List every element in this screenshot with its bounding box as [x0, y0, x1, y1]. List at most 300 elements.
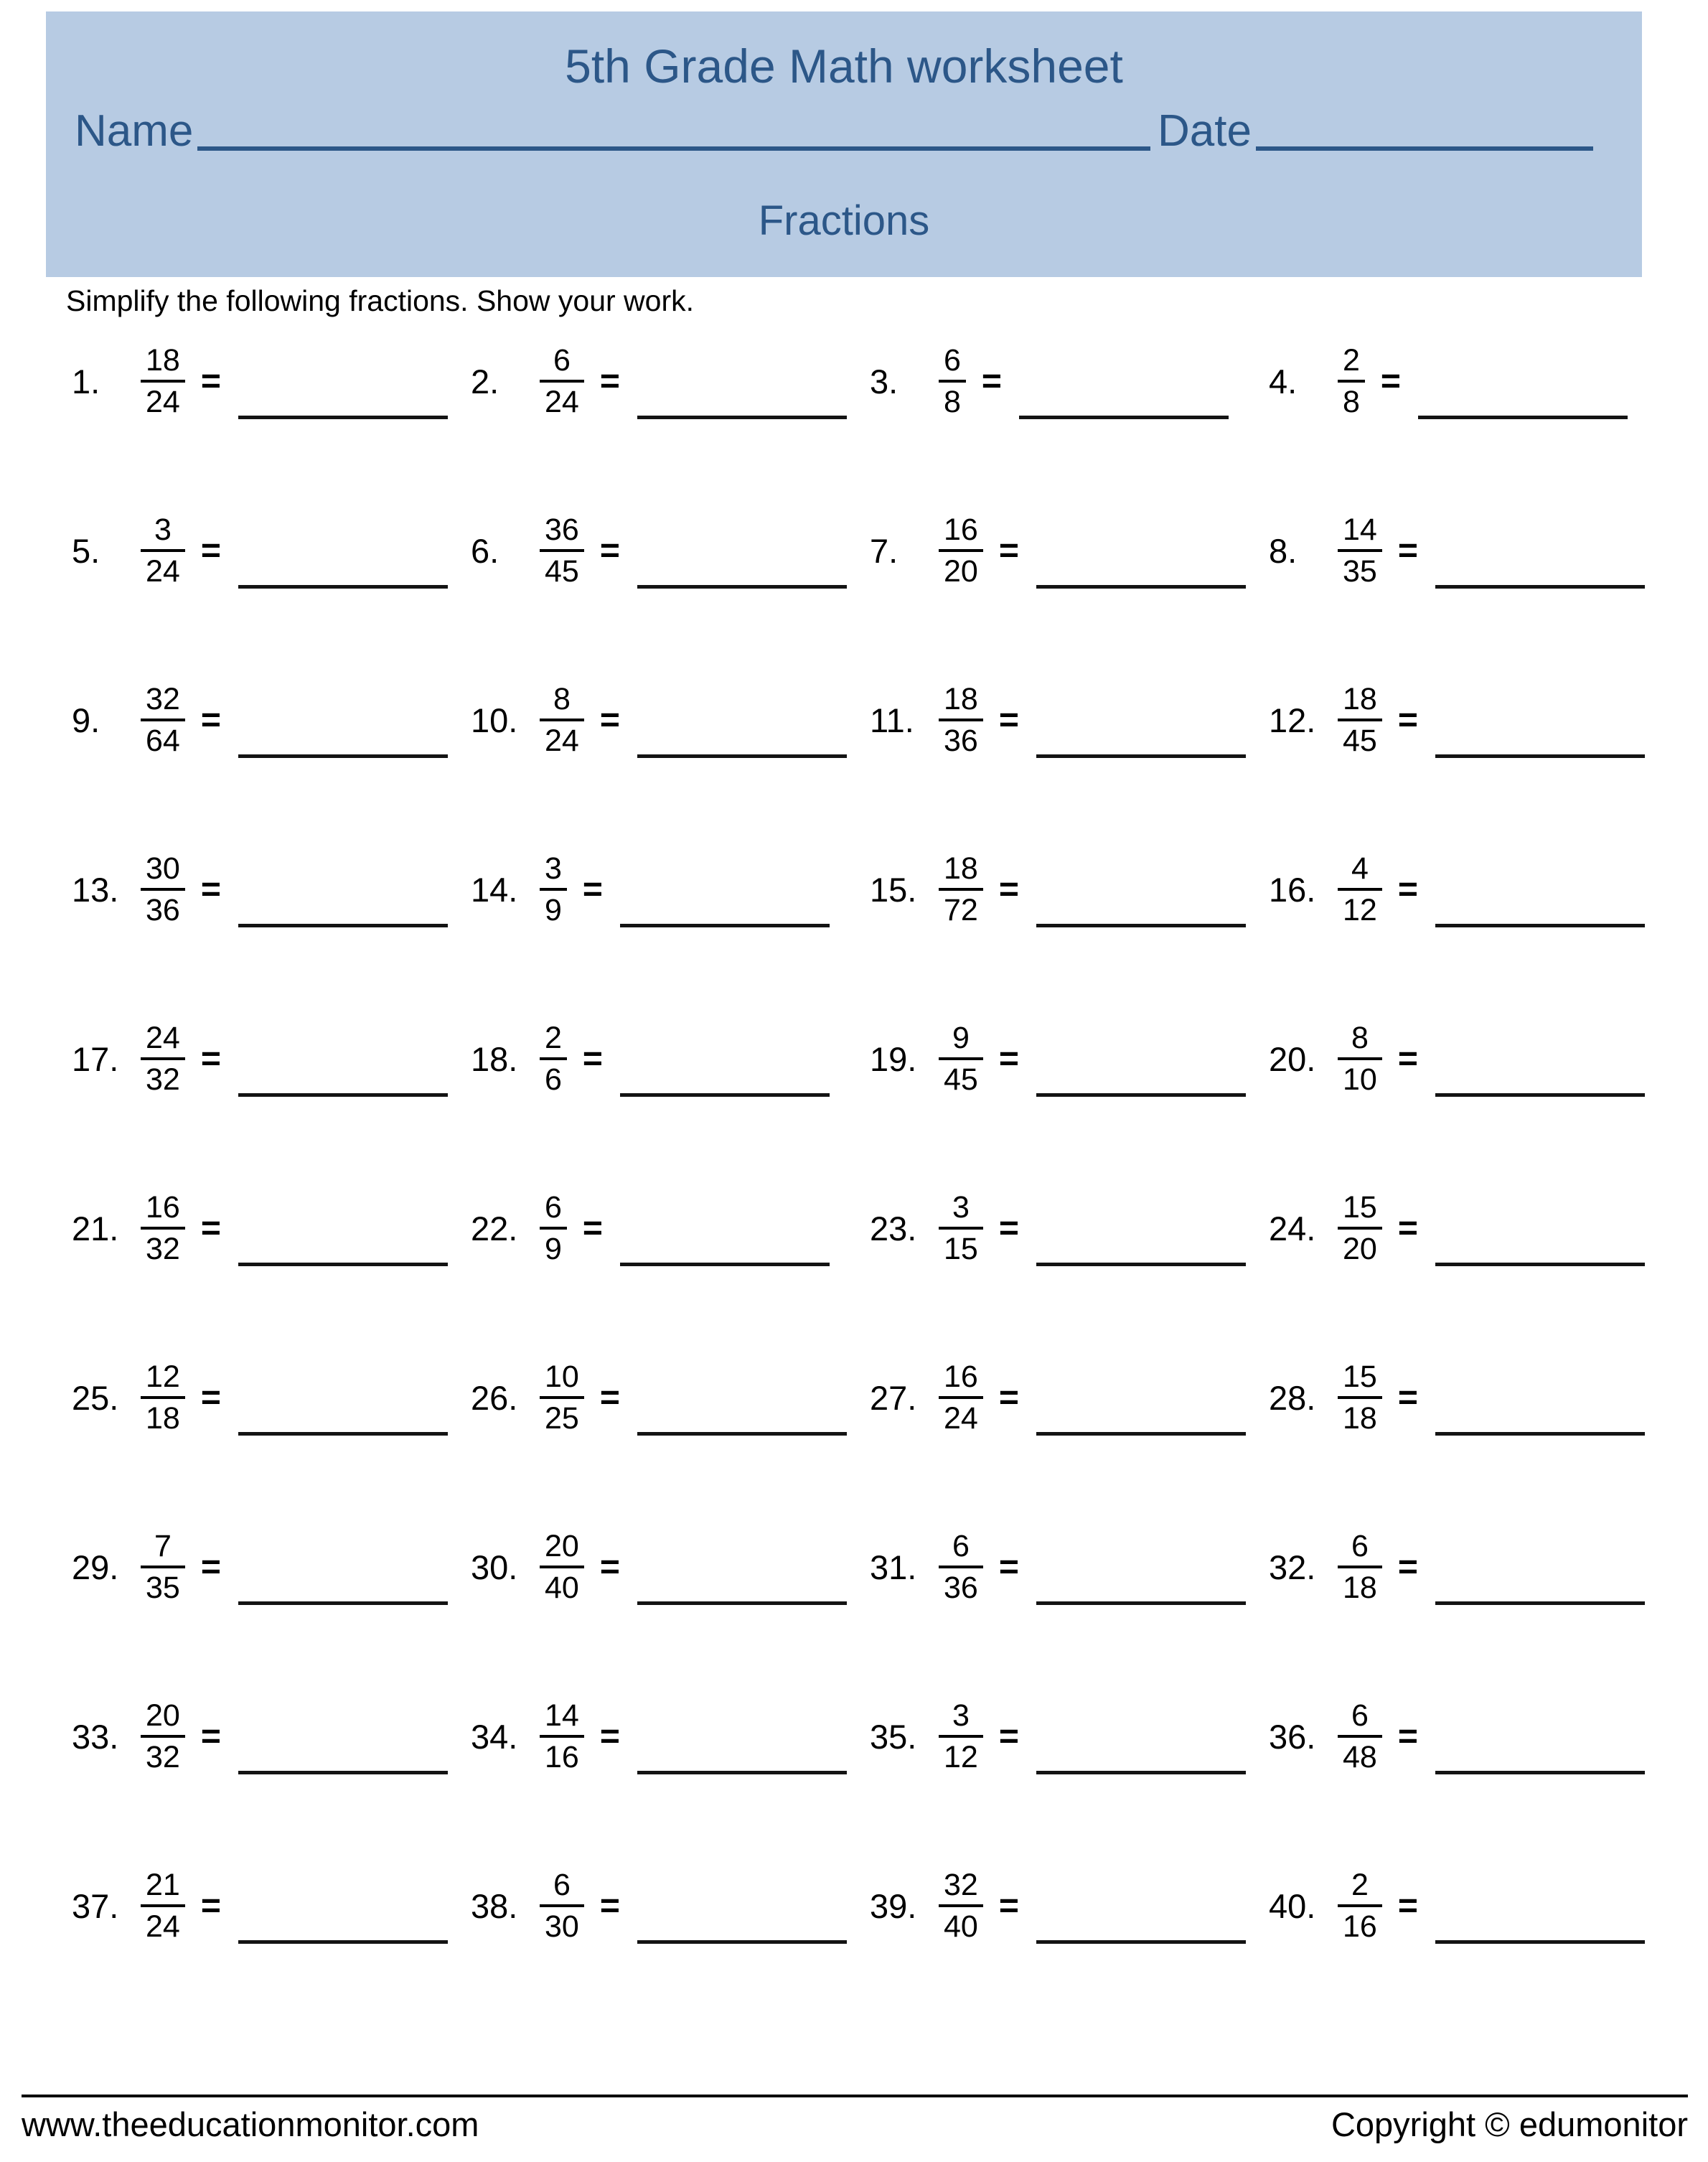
answer-blank[interactable]	[238, 585, 448, 589]
fraction-denominator: 45	[944, 1062, 978, 1098]
fraction-numerator: 8	[553, 682, 571, 716]
fraction	[1338, 1190, 1382, 1266]
fraction-numerator: 24	[146, 1021, 180, 1055]
problem-cell	[870, 663, 1269, 833]
answer-blank[interactable]	[637, 754, 847, 758]
problem-cell	[72, 833, 471, 1002]
problem-cell	[471, 1510, 870, 1680]
fraction-denominator: 35	[146, 1571, 180, 1606]
fraction	[540, 1698, 584, 1774]
fraction-numerator: 3	[545, 851, 562, 886]
fraction	[1338, 513, 1382, 589]
problem	[1269, 513, 1668, 589]
equals-sign: =	[200, 1717, 221, 1756]
fraction	[540, 682, 584, 758]
problem	[870, 1360, 1269, 1436]
problem-number: 37.	[72, 1886, 119, 1925]
fraction-denominator: 32	[146, 1232, 180, 1267]
worksheet-subtitle: Fractions	[758, 197, 930, 244]
fraction-denominator: 8	[944, 385, 961, 420]
problem	[471, 851, 870, 927]
fraction-numerator: 16	[944, 513, 978, 547]
problem-number: 33.	[72, 1717, 119, 1756]
problem-number: 17.	[72, 1039, 119, 1078]
problem-number: 31.	[870, 1548, 917, 1586]
problem	[1269, 1021, 1668, 1097]
fraction-numerator: 32	[944, 1868, 978, 1902]
fraction-numerator: 18	[944, 682, 978, 716]
problem-cell	[870, 1510, 1269, 1680]
fraction-numerator: 36	[545, 513, 579, 547]
fraction-numerator: 7	[154, 1529, 172, 1563]
answer-blank[interactable]	[637, 585, 847, 589]
problem-number: 6.	[471, 531, 499, 570]
equals-sign: =	[998, 1378, 1019, 1417]
problem-number: 2.	[471, 362, 499, 401]
fraction-numerator: 2	[545, 1021, 562, 1055]
answer-blank[interactable]	[620, 1263, 830, 1266]
problem-number: 4.	[1269, 362, 1298, 401]
problem-number: 32.	[1269, 1548, 1316, 1586]
problem-cell	[870, 1680, 1269, 1849]
fraction-numerator: 9	[952, 1021, 970, 1055]
fraction-numerator: 6	[944, 343, 961, 378]
problem-number: 29.	[72, 1548, 119, 1586]
problem-cell	[870, 1002, 1269, 1171]
fraction	[939, 682, 983, 758]
fraction-denominator: 18	[1343, 1401, 1377, 1436]
problem-number: 40.	[1269, 1886, 1316, 1925]
problem-number: 12.	[1269, 701, 1316, 739]
equals-sign: =	[998, 531, 1019, 570]
problem	[72, 1529, 471, 1605]
fraction-numerator: 3	[952, 1190, 970, 1225]
problems-grid	[72, 324, 1668, 2018]
fraction	[939, 851, 983, 927]
fraction-numerator: 6	[952, 1529, 970, 1563]
fraction-denominator: 24	[146, 385, 180, 420]
footer-copyright: Copyright © edumonitor	[1331, 2105, 1688, 2143]
problem-cell	[471, 494, 870, 663]
problem-number: 35.	[870, 1717, 917, 1756]
equals-sign: =	[200, 701, 221, 739]
problem-number: 8.	[1269, 531, 1298, 570]
fraction-denominator: 32	[146, 1062, 180, 1098]
fraction-numerator: 3	[952, 1698, 970, 1733]
fraction	[939, 1698, 983, 1774]
problem-cell	[1269, 1510, 1668, 1680]
problem-cell	[72, 1171, 471, 1341]
problem-cell	[471, 663, 870, 833]
fraction-numerator: 14	[1343, 513, 1377, 547]
answer-blank[interactable]	[1435, 1093, 1645, 1097]
equals-sign: =	[998, 1039, 1019, 1078]
fraction-denominator: 16	[1343, 1909, 1377, 1945]
problem	[72, 343, 471, 419]
fraction	[939, 1021, 983, 1097]
fraction-numerator: 3	[154, 513, 172, 547]
problem-cell	[72, 663, 471, 833]
fraction-denominator: 24	[545, 724, 579, 759]
worksheet-header	[46, 11, 1642, 277]
fraction	[939, 343, 966, 419]
fraction-numerator: 6	[553, 343, 571, 378]
answer-blank[interactable]	[637, 1601, 847, 1605]
fraction	[141, 343, 185, 419]
fraction	[141, 1529, 185, 1605]
problem-cell	[72, 1849, 471, 2018]
fraction-numerator: 16	[944, 1360, 978, 1394]
equals-sign: =	[599, 1378, 620, 1417]
problem	[1269, 1360, 1668, 1436]
problem	[870, 682, 1269, 758]
problem-cell	[72, 1341, 471, 1510]
problem	[870, 1868, 1269, 1944]
problem-cell	[72, 1680, 471, 1849]
answer-blank[interactable]	[1435, 754, 1645, 758]
fraction	[141, 1868, 185, 1944]
problem-cell	[1269, 1171, 1668, 1341]
problem	[1269, 1698, 1668, 1774]
problem	[72, 513, 471, 589]
fraction	[540, 343, 584, 419]
answer-blank[interactable]	[1036, 1771, 1246, 1774]
equals-sign: =	[1397, 1886, 1418, 1925]
answer-blank[interactable]	[1435, 1432, 1645, 1436]
problem	[72, 1190, 471, 1266]
fraction	[540, 1190, 567, 1266]
answer-blank[interactable]	[1036, 585, 1246, 589]
problem	[1269, 1868, 1668, 1944]
fraction	[540, 513, 584, 589]
fraction-numerator: 2	[1343, 343, 1360, 378]
equals-sign: =	[200, 1039, 221, 1078]
answer-blank[interactable]	[1036, 1263, 1246, 1266]
fraction-denominator: 9	[545, 1232, 562, 1267]
equals-sign: =	[998, 1717, 1019, 1756]
fraction-denominator: 20	[1343, 1232, 1377, 1267]
problem	[870, 1190, 1269, 1266]
fraction-denominator: 8	[1343, 385, 1360, 420]
fraction	[540, 1868, 584, 1944]
fraction	[1338, 1529, 1382, 1605]
problem	[471, 1529, 870, 1605]
problem	[1269, 682, 1668, 758]
fraction-denominator: 30	[545, 1909, 579, 1945]
problem-number: 27.	[870, 1378, 917, 1417]
fraction-denominator: 36	[944, 1571, 978, 1606]
footer-divider	[22, 2095, 1688, 2097]
date-label: Date	[1158, 106, 1252, 156]
fraction-numerator: 8	[1351, 1021, 1369, 1055]
answer-blank[interactable]	[1036, 1940, 1246, 1944]
fraction-denominator: 45	[545, 554, 579, 589]
problem-number: 13.	[72, 870, 119, 909]
fraction-numerator: 4	[1351, 851, 1369, 886]
problem	[72, 1021, 471, 1097]
equals-sign: =	[998, 701, 1019, 739]
fraction	[141, 1190, 185, 1266]
answer-blank[interactable]	[1036, 1093, 1246, 1097]
problem	[1269, 1190, 1668, 1266]
fraction-denominator: 45	[1343, 724, 1377, 759]
answer-blank[interactable]	[637, 1940, 847, 1944]
fraction	[1338, 682, 1382, 758]
fraction-numerator: 30	[146, 851, 180, 886]
problem-cell	[1269, 1002, 1668, 1171]
equals-sign: =	[1380, 362, 1401, 401]
fraction-numerator: 6	[1351, 1698, 1369, 1733]
problem	[471, 1698, 870, 1774]
answer-blank[interactable]	[1435, 924, 1645, 927]
fraction-numerator: 15	[1343, 1360, 1377, 1394]
fraction	[141, 851, 185, 927]
answer-blank[interactable]	[1019, 416, 1229, 419]
fraction	[1338, 343, 1365, 419]
problem	[870, 851, 1269, 927]
fraction	[939, 1529, 983, 1605]
problem	[870, 1021, 1269, 1097]
fraction	[939, 513, 983, 589]
problem-number: 19.	[870, 1039, 917, 1078]
fraction-numerator: 21	[146, 1868, 180, 1902]
fraction	[141, 1360, 185, 1436]
answer-blank[interactable]	[1036, 1601, 1246, 1605]
problem-number: 25.	[72, 1378, 119, 1417]
fraction-denominator: 24	[944, 1401, 978, 1436]
problem	[471, 682, 870, 758]
fraction-denominator: 9	[545, 893, 562, 928]
equals-sign: =	[1397, 1209, 1418, 1248]
answer-blank[interactable]	[620, 924, 830, 927]
equals-sign: =	[200, 1209, 221, 1248]
name-blank-line[interactable]	[197, 103, 1150, 151]
answer-blank[interactable]	[1036, 754, 1246, 758]
equals-sign: =	[998, 870, 1019, 909]
fraction-denominator: 16	[545, 1740, 579, 1775]
problem	[471, 1190, 870, 1266]
fraction-denominator: 40	[545, 1571, 579, 1606]
problem-cell	[72, 1510, 471, 1680]
answer-blank[interactable]	[238, 1601, 448, 1605]
answer-blank[interactable]	[238, 1093, 448, 1097]
problem-number: 10.	[471, 701, 518, 739]
fraction-numerator: 18	[944, 851, 978, 886]
instruction-text: Simplify the following fractions. Show your work.	[66, 284, 695, 317]
fraction	[1338, 1868, 1382, 1944]
answer-blank[interactable]	[637, 1771, 847, 1774]
answer-blank[interactable]	[238, 1771, 448, 1774]
answer-blank[interactable]	[1435, 1771, 1645, 1774]
fraction	[540, 851, 567, 927]
page-title: 5th Grade Math worksheet	[565, 39, 1123, 93]
equals-sign: =	[200, 1548, 221, 1586]
problem	[72, 682, 471, 758]
answer-blank[interactable]	[238, 1432, 448, 1436]
fraction-denominator: 36	[944, 724, 978, 759]
fraction-denominator: 24	[146, 554, 180, 589]
fraction	[141, 682, 185, 758]
problem	[72, 1360, 471, 1436]
equals-sign: =	[1397, 1717, 1418, 1756]
fraction-numerator: 16	[146, 1190, 180, 1225]
problem-cell	[1269, 1341, 1668, 1510]
fraction	[540, 1529, 584, 1605]
equals-sign: =	[200, 362, 221, 401]
problem-number: 36.	[1269, 1717, 1316, 1756]
fraction-denominator: 12	[944, 1740, 978, 1775]
equals-sign: =	[200, 531, 221, 570]
equals-sign: =	[981, 362, 1002, 401]
fraction-denominator: 48	[1343, 1740, 1377, 1775]
problem-cell	[1269, 494, 1668, 663]
footer	[22, 2105, 1688, 2144]
problem-number: 3.	[870, 362, 898, 401]
fraction-denominator: 18	[1343, 1571, 1377, 1606]
problem-cell	[72, 324, 471, 494]
fraction	[1338, 851, 1382, 927]
problem	[870, 513, 1269, 589]
equals-sign: =	[599, 1548, 620, 1586]
fraction-numerator: 20	[545, 1529, 579, 1563]
problem	[471, 513, 870, 589]
problem-number: 7.	[870, 531, 898, 570]
equals-sign: =	[582, 1039, 603, 1078]
fraction-denominator: 12	[1343, 893, 1377, 928]
fraction-denominator: 40	[944, 1909, 978, 1945]
equals-sign: =	[599, 1717, 620, 1756]
answer-blank[interactable]	[637, 1432, 847, 1436]
problem-cell	[870, 494, 1269, 663]
problem-cell	[1269, 324, 1668, 494]
problem-cell	[471, 1341, 870, 1510]
answer-blank[interactable]	[1435, 585, 1645, 589]
fraction	[141, 1021, 185, 1097]
fraction	[939, 1360, 983, 1436]
problem-cell	[1269, 1680, 1668, 1849]
problem	[471, 1360, 870, 1436]
problem-number: 23.	[870, 1209, 917, 1248]
problem-cell	[471, 1171, 870, 1341]
answer-blank[interactable]	[238, 416, 448, 419]
problem-cell	[1269, 1849, 1668, 2018]
problem-cell	[471, 324, 870, 494]
equals-sign: =	[1397, 1378, 1418, 1417]
problem	[870, 343, 1269, 419]
problem	[870, 1529, 1269, 1605]
problem-number: 14.	[471, 870, 518, 909]
problem-number: 1.	[72, 362, 100, 401]
equals-sign: =	[1397, 870, 1418, 909]
fraction	[1338, 1698, 1382, 1774]
footer-website: www.theeducationmonitor.com	[22, 2105, 479, 2143]
equals-sign: =	[599, 701, 620, 739]
equals-sign: =	[582, 1209, 603, 1248]
answer-blank[interactable]	[637, 416, 847, 419]
name-date-row	[75, 103, 1593, 156]
fraction-numerator: 2	[1351, 1868, 1369, 1902]
problem-number: 28.	[1269, 1378, 1316, 1417]
answer-blank[interactable]	[1418, 416, 1628, 419]
problem-cell	[471, 1002, 870, 1171]
problem-cell	[870, 833, 1269, 1002]
problem-number: 26.	[471, 1378, 518, 1417]
equals-sign: =	[200, 1886, 221, 1925]
equals-sign: =	[1397, 531, 1418, 570]
fraction-denominator: 32	[146, 1740, 180, 1775]
answer-blank[interactable]	[238, 754, 448, 758]
problem-number: 18.	[471, 1039, 518, 1078]
answer-blank[interactable]	[1036, 924, 1246, 927]
fraction-denominator: 6	[545, 1062, 562, 1098]
problem-number: 5.	[72, 531, 100, 570]
answer-blank[interactable]	[238, 1940, 448, 1944]
answer-blank[interactable]	[238, 924, 448, 927]
problem-cell	[72, 494, 471, 663]
fraction	[141, 1698, 185, 1774]
answer-blank[interactable]	[238, 1263, 448, 1266]
fraction-denominator: 64	[146, 724, 180, 759]
problem-cell	[1269, 833, 1668, 1002]
fraction	[939, 1190, 983, 1266]
fraction-denominator: 72	[944, 893, 978, 928]
problem-number: 38.	[471, 1886, 518, 1925]
fraction-denominator: 15	[944, 1232, 978, 1267]
fraction-denominator: 36	[146, 893, 180, 928]
fraction-numerator: 18	[146, 343, 180, 378]
problem-number: 15.	[870, 870, 917, 909]
equals-sign: =	[582, 870, 603, 909]
fraction-denominator: 18	[146, 1401, 180, 1436]
fraction-denominator: 10	[1343, 1062, 1377, 1098]
problem-cell	[870, 1171, 1269, 1341]
problem-cell	[72, 1002, 471, 1171]
problem-number: 16.	[1269, 870, 1316, 909]
problem	[1269, 1529, 1668, 1605]
problem-number: 20.	[1269, 1039, 1316, 1078]
problem-cell	[1269, 663, 1668, 833]
fraction-numerator: 6	[545, 1190, 562, 1225]
fraction	[540, 1021, 567, 1097]
equals-sign: =	[998, 1548, 1019, 1586]
answer-blank[interactable]	[1435, 1601, 1645, 1605]
fraction	[1338, 1360, 1382, 1436]
answer-blank[interactable]	[620, 1093, 830, 1097]
answer-blank[interactable]	[1435, 1940, 1645, 1944]
problem-number: 30.	[471, 1548, 518, 1586]
equals-sign: =	[599, 531, 620, 570]
problem	[471, 1868, 870, 1944]
fraction	[1338, 1021, 1382, 1097]
problem	[1269, 343, 1668, 419]
problem	[471, 343, 870, 419]
answer-blank[interactable]	[1435, 1263, 1645, 1266]
equals-sign: =	[998, 1886, 1019, 1925]
problem-number: 24.	[1269, 1209, 1316, 1248]
problem-cell	[471, 1849, 870, 2018]
fraction	[540, 1360, 584, 1436]
problem	[72, 1698, 471, 1774]
fraction	[939, 1868, 983, 1944]
equals-sign: =	[998, 1209, 1019, 1248]
fraction-numerator: 6	[553, 1868, 571, 1902]
equals-sign: =	[1397, 1039, 1418, 1078]
fraction-denominator: 24	[545, 385, 579, 420]
answer-blank[interactable]	[1036, 1432, 1246, 1436]
date-blank-line[interactable]	[1256, 103, 1593, 151]
problem	[471, 1021, 870, 1097]
problem-number: 11.	[870, 701, 914, 739]
